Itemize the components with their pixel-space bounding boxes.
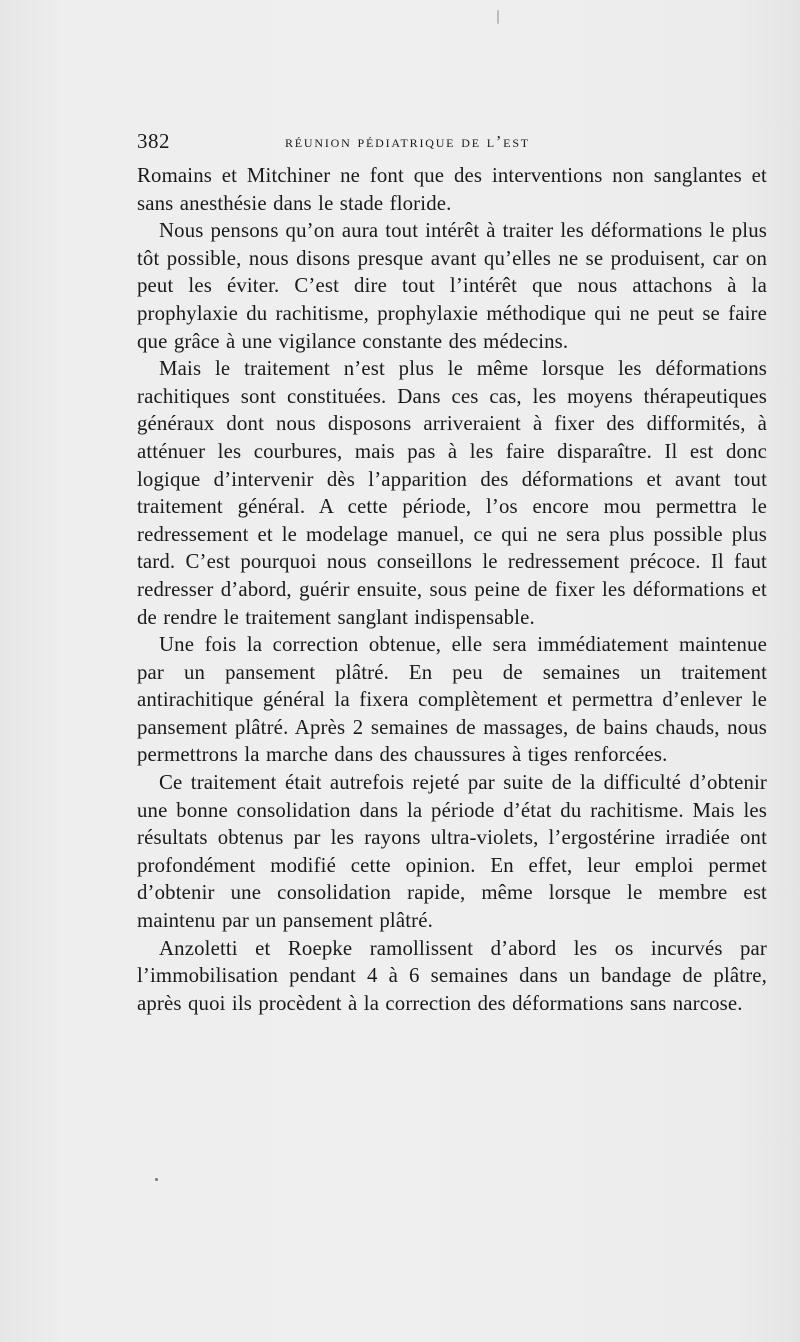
paper-speck [155,1178,158,1181]
paragraph-6: Anzoletti et Roepke ramollissent d’abord les os incurvés par l’immobilisation pendant 4 à 6 semaines dans un bandage de plâtre, après quoi ils procèdent à la correction des déformations sans narcose. [137,936,767,1015]
body-text [137,162,767,1017]
page-number: 382 [137,129,170,153]
paragraph-1: Romains et Mitchiner ne font que des interventions non sanglantes et sans anesthésie dans le stade floride. [137,164,767,215]
paragraph-5: Ce traitement était autrefois rejeté par suite de la difficulté d’obtenir une bonne consolidation dans la période d’état du rachitisme. Mais les résultats obtenus par les rayons ultra-violets, l’ergostérine irradiée ont profondément modifié cette opinion. En effet, leur emploi permet d’obtenir une consolidation rapide, même lorsque le membre est maintenu par un pansement plâtré. [137,771,767,933]
paragraph-3: Mais le traitement n’est plus le même lorsque les déformations rachitiques sont constituées. Dans ces cas, les moyens thérapeutiques généraux dont nous disposons arriveraient à fixer des difformités, à atténuer les courbures, mais pas à les faire disparaître. Il est donc logique d’intervenir dès l’apparition des déformations et avant tout traitement général. A cette période, l’os encore mou permettra le redressement et le modelage manuel, ce qui ne sera plus possible plus tard. C’est pourquoi nous conseillons le redressement précoce. Il faut redresser d’abord, guérir ensuite, sous peine de fixer les déformations et de rendre le traitement sanglant indispensable. [137,357,767,629]
paper-speck [497,10,499,24]
running-head: réunion pédiatrique de l’est [285,132,530,151]
paragraph-4: Une fois la correction obtenue, elle sera immédiatement maintenue par un pansement plâtré. En peu de semaines un traitement antirachitique général la fixera complètement et permettra d’enlever le pansement plâtré. Après 2 semaines de massages, de bains chauds, nous permettrons la marche dans des chaussures à tiges renforcées. [137,633,767,767]
paragraph-2: Nous pensons qu’on aura tout intérêt à traiter les déformations le plus tôt possible, nous disons presque avant qu’elles ne se produisent, car on peut les éviter. C’est dire tout l’intérêt que nous attachons à la prophylaxie du rachitisme, prophylaxie méthodique qui ne peut se faire que grâce à une vigilance constante des médecins. [137,219,767,353]
page-header [137,126,767,156]
